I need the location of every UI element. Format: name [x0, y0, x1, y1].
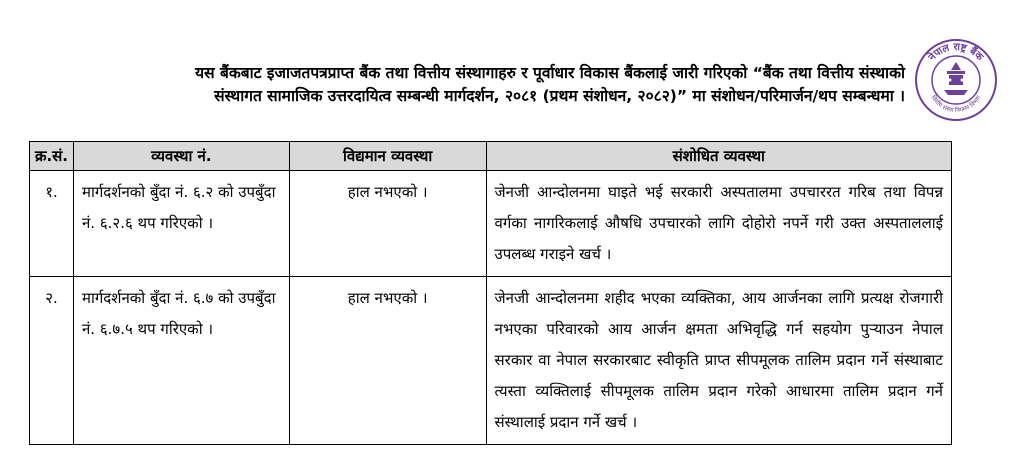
- cell-clause: मार्गदर्शनको बुँदा नं. ६.२ को उपबुँदा नं. ६.२.६ थप गरिएको ।: [73, 171, 289, 277]
- heading-line-1: यस बैंकबाट इजाजतपत्रप्राप्त बैंक तथा वित्तीय संस्थागाहरु र पूर्वाधार विकास बैंकलाई जारी गरिएको “बैंक तथा वित्तीय संस्थाको: [195, 64, 905, 82]
- table-row: [30, 171, 952, 277]
- table-row: [30, 277, 952, 445]
- cell-revised-provision: जेनजी आन्दोलनमा शहीद भएका व्यक्तिका, आय आर्जनका लागि प्रत्यक्ष रोजगारी नभएका परिवारको आय आर्जन क्षमता अभिवृद्धि गर्न सहयोग पुऱ्याउन नेपाल सरकार वा नेपाल सरकारबाट स्वीकृति प्राप्त सीपमूलक तालिम प्रदान गर्ने संस्थाबाट त्यस्ता व्यक्तिलाई सीपमूलक तालिम प्रदान गरेको आधारमा तालिम प्रदान गर्ने संस्थालाई प्रदान गर्ने खर्च ।: [486, 277, 951, 445]
- amendment-table: [29, 141, 952, 445]
- seal-top-text: नेपाल राष्ट्र बैंक: [926, 41, 986, 64]
- seal-emblem: [944, 62, 968, 95]
- document-heading: [60, 62, 905, 108]
- header-existing-provision: विद्यमान व्यवस्था: [289, 142, 486, 171]
- cell-clause: मार्गदर्शनको बुँदा नं. ६.७ को उपबुँदा नं. ६.७.५ थप गरिएको ।: [73, 277, 289, 445]
- heading-line-2: संस्थागत सामाजिक उत्तरदायित्व सम्बन्धी मार्गदर्शन, २०८१ (प्रथम संशोधन, २०८२)” मा संशोधन/परिमार्जन/थप सम्बन्धमा ।: [214, 87, 905, 105]
- header-serial-number: क्र.सं.: [30, 142, 74, 171]
- cell-existing-provision: हाल नभएको ।: [289, 171, 486, 277]
- header-clause-number: व्यवस्था नं.: [73, 142, 289, 171]
- header-revised-provision: संशोधित व्यवस्था: [486, 142, 951, 171]
- cell-serial-number: २.: [30, 277, 74, 445]
- seal-bottom-text: वित्तीय संस्था नियमन विभाग: [929, 94, 983, 115]
- cell-existing-provision: हाल नभएको ।: [289, 277, 486, 445]
- cell-revised-provision: जेनजी आन्दोलनमा घाइते भई सरकारी अस्पतालमा उपचाररत गरिब तथा विपन्न वर्गका नागरिकलाई औषधि उपचारको लागि दोहोरो नपर्ने गरी उक्त अस्पताललाई उपलब्ध गराइने खर्च ।: [486, 171, 951, 277]
- cell-serial-number: १.: [30, 171, 74, 277]
- table-header-row: [30, 142, 952, 171]
- nepal-rastra-bank-seal-icon: [914, 38, 998, 122]
